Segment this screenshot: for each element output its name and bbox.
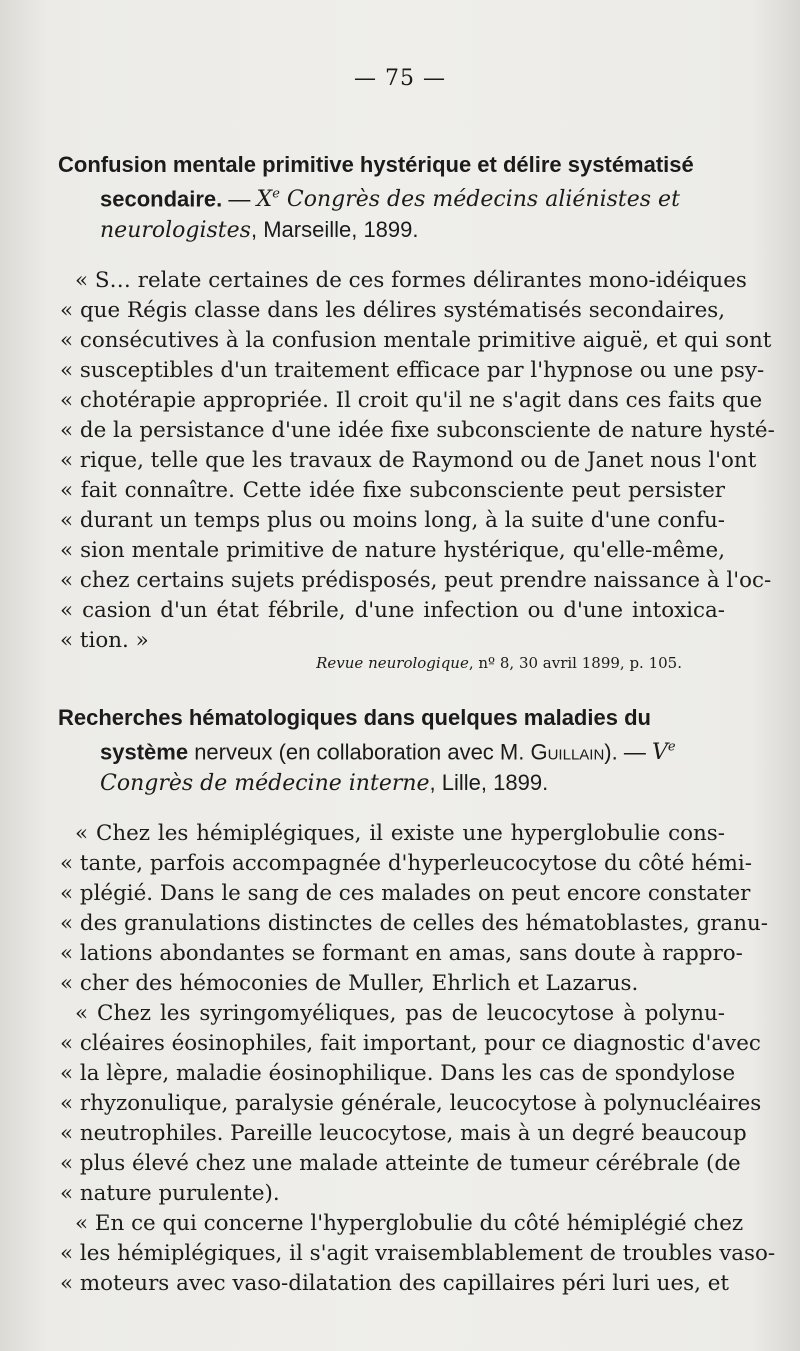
quote-line: « que Régis classe dans les délires systématisés secondaires, xyxy=(60,298,725,324)
entry-2-collaborator: Guillain xyxy=(530,739,605,765)
quote-line: « cléaires éosinophiles, fait important, pour ce diagnostic d'avec xyxy=(60,1031,761,1057)
citation-details: , nº 8, 30 avril 1899, p. 105. xyxy=(468,654,682,673)
quote-line: « chez certains sujets prédisposés, peut prendre naissance à l'oc- xyxy=(60,568,772,594)
quote-line: « sion mentale primitive de nature hystérique, qu'elle-même, xyxy=(60,538,725,564)
quote-line: « moteurs avec vaso-dilatation des capillaires péri luri ues, et xyxy=(60,1271,729,1297)
quote-line: « plégié. Dans le sang de ces malades on peut encore constater xyxy=(60,881,751,907)
quote-line: « consécutives à la confusion mentale primitive aiguë, et qui sont xyxy=(60,328,772,354)
quote-line: « neutrophiles. Pareille leucocytose, mais à un degré beaucoup xyxy=(60,1121,747,1147)
entry-1-place: , Marseille, 1899. xyxy=(250,217,419,243)
quote-line: « nature purulente). xyxy=(60,1181,280,1207)
bibliography-entry-1 xyxy=(0,150,800,674)
entry-2-congress-num: V xyxy=(651,740,668,766)
entry-1-congress-name: Congrès des médecins aliénistes et neurologistes xyxy=(100,187,680,244)
quote-line: « tion. » xyxy=(60,628,149,654)
entry-1-title-dash: — xyxy=(222,186,257,212)
page-number: — 75 — xyxy=(354,66,446,91)
quote-line: « rhyzonulique, paralysie générale, leucocytose à polynucléaires xyxy=(60,1091,762,1117)
bibliography-entry-2 xyxy=(0,703,800,1299)
entry-2-title xyxy=(0,703,800,799)
entry-1-congress-sup: e xyxy=(272,187,280,202)
entry-2-congress-sup: e xyxy=(667,740,676,755)
quote-line: « les hémiplégiques, il s'agit vraisemblablement de troubles vaso- xyxy=(60,1241,776,1267)
quote-line: « fait connaître. Cette idée fixe subconsciente peut persister xyxy=(60,478,725,504)
quote-line: « tante, parfois accompagnée d'hyperleucocytose du côté hémi- xyxy=(60,851,752,877)
entry-1-title xyxy=(0,150,800,246)
quote-line: « lations abondantes se formant en amas, sans doute à rappro- xyxy=(60,941,743,967)
quote-line: « plus élevé chez une malade atteinte de tumeur cérébrale (de xyxy=(60,1151,741,1177)
entry-2-title-bold: Recherches hématologiques dans quelques maladies du système xyxy=(58,705,651,765)
quote-line: « Chez les hémiplégiques, il existe une hyperglobulie cons- xyxy=(75,821,725,847)
quote-line: « S… relate certaines de ces formes délirantes mono-idéiques xyxy=(75,268,747,294)
quote-line: « susceptibles d'un traitement efficace par l'hypnose ou une psy- xyxy=(60,358,765,384)
entry-1-congress-num: X xyxy=(256,187,273,213)
citation-journal: Revue neurologique xyxy=(316,654,469,673)
entry-2-title-cont: nerveux (en collaboration avec M. xyxy=(188,739,531,765)
quote-line: « des granulations distinctes de celles des hématoblastes, granu- xyxy=(60,911,768,937)
entry-1-quote xyxy=(0,266,800,656)
quote-line: « chotérapie appropriée. Il croit qu'il ne s'agit dans ces faits que xyxy=(60,388,763,414)
entry-2-congress-name: Congrès de médecine interne xyxy=(100,771,430,797)
entry-1-title-bold: Confusion mentale primitive hystérique et délire systématisé secondaire. xyxy=(58,152,694,212)
quote-line: « la lèpre, maladie éosinophilique. Dans les cas de spondylose xyxy=(60,1061,736,1087)
quote-line: « cher des hémoconies de Muller, Ehrlich et Lazarus. xyxy=(60,971,639,997)
quote-line: « casion d'un état fébrile, d'une infection ou d'une intoxica- xyxy=(60,598,725,624)
quote-line: « rique, telle que les travaux de Raymond ou de Janet nous l'ont xyxy=(60,448,757,474)
entry-2-quote xyxy=(0,819,800,1299)
entry-2-title-after: ). — xyxy=(604,739,652,765)
quote-line: « durant un temps plus ou moins long, à la suite d'une confu- xyxy=(60,508,725,534)
quote-line: « En ce qui concerne l'hyperglobulie du côté hémiplégié chez xyxy=(75,1211,744,1237)
quote-line: « de la persistance d'une idée fixe subconsciente de nature hysté- xyxy=(60,418,775,444)
entry-2-place: , Lille, 1899. xyxy=(429,770,549,796)
quote-line: « Chez les syringomyéliques, pas de leucocytose à polynu- xyxy=(75,1001,725,1027)
